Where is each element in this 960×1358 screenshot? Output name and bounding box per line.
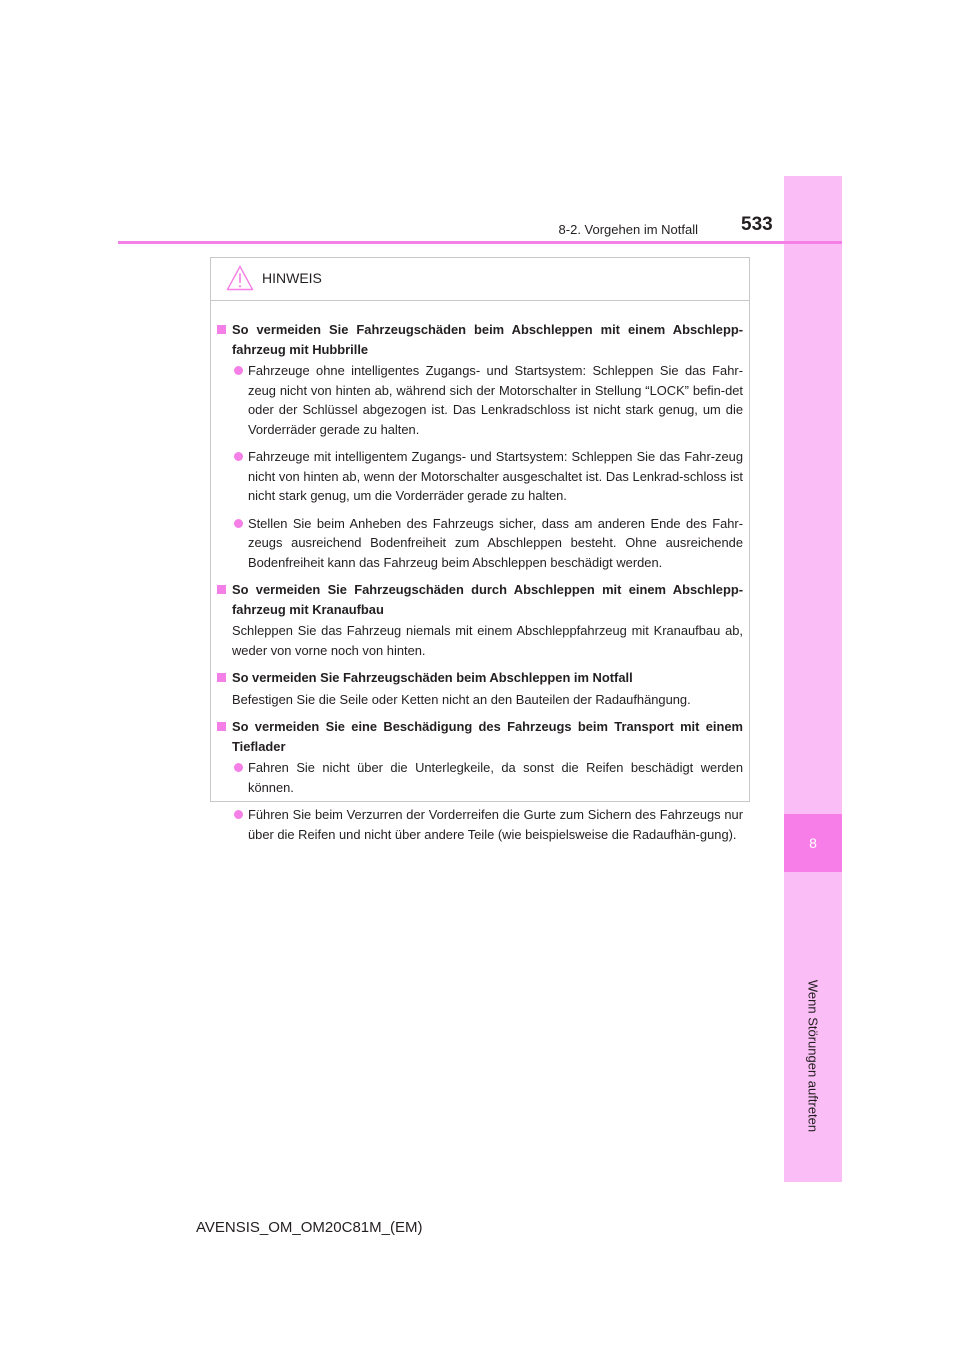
notice-title: HINWEIS [262,270,322,286]
section-notfall [216,668,743,709]
square-bullet-icon [217,673,226,682]
list-item: Fahrzeuge ohne intelligentes Zugangs- und Startsystem: Schleppen Sie das Fahr-zeug nicht von hinten ab, während sich der Motorschalter in Stellung “LOCK” befin-det oder der Schlüssel abgezogen ist. Das Lenkradschloss ist nicht stark genug, um die Vorderräder gerade zu halten. [216,361,743,439]
list-item: Stellen Sie beim Anheben des Fahrzeugs sicher, dass am anderen Ende des Fahr-zeugs ausreichend Bodenfreiheit zum Abschleppen besteht. Ohne ausreichende Bodenfreiheit kann das Fahrzeug beim Abschleppen beschädigt werden. [216,514,743,573]
section-text: Schleppen Sie das Fahrzeug niemals mit einem Abschleppfahrzeug mit Kranaufbau ab, weder von vorne noch von hinten. [232,623,743,658]
circle-bullet-icon [234,519,243,528]
circle-bullet-icon [234,366,243,375]
section-hubbrille [216,320,743,572]
chapter-side-tab [784,176,842,1182]
section-text: Befestigen Sie die Seile oder Ketten nicht an den Bauteilen der Radaufhängung. [232,691,691,707]
section-heading: So vermeiden Sie Fahrzeugschäden durch Abschleppen mit einem Abschlepp-fahrzeug mit Kranaufbau [216,580,743,619]
circle-bullet-icon [234,452,243,461]
square-bullet-icon [217,325,226,334]
warning-triangle-icon [226,265,254,291]
list-item: Führen Sie beim Verzurren der Vorderreifen die Gurte zum Sichern des Fahrzeugs nur über die Reifen und nicht über andere Teile (wie beispielsweise die Radaufhän-gung). [216,805,743,844]
page-number: 533 [741,214,773,235]
document-code: AVENSIS_OM_OM20C81M_(EM) [196,1219,423,1236]
notice-box [210,257,750,842]
circle-bullet-icon [234,763,243,772]
notice-body [216,320,743,852]
square-bullet-icon [217,722,226,731]
list-item: Fahrzeuge mit intelligentem Zugangs- und Startsystem: Schleppen Sie das Fahr-zeug nicht von hinten ab, wenn der Motorschalter ausgeschaltet ist. Das Lenkrad-schloss ist nicht stark genug, um die Vorderräder gerade zu halten. [216,447,743,506]
section-heading: So vermeiden Sie Fahrzeugschäden beim Abschleppen im Notfall [216,668,743,688]
chapter-title: Wenn Störungen auftreten [805,979,821,1133]
chapter-number: 8 [784,814,842,872]
section-tieflader [216,717,743,844]
header-rule [118,241,842,244]
section-heading: So vermeiden Sie Fahrzeugschäden beim Abschleppen mit einem Abschlepp-fahrzeug mit Hubbrille [216,320,743,359]
section-title: 8-2. Vorgehen im Notfall [558,222,698,237]
notice-header [226,263,322,293]
section-heading: So vermeiden Sie eine Beschädigung des Fahrzeugs beim Transport mit einem Tieflader [216,717,743,756]
notice-divider [211,300,749,301]
section-kranaufbau [216,580,743,660]
square-bullet-icon [217,585,226,594]
circle-bullet-icon [234,810,243,819]
list-item: Fahren Sie nicht über die Unterlegkeile, da sonst die Reifen beschädigt werden können. [216,758,743,797]
